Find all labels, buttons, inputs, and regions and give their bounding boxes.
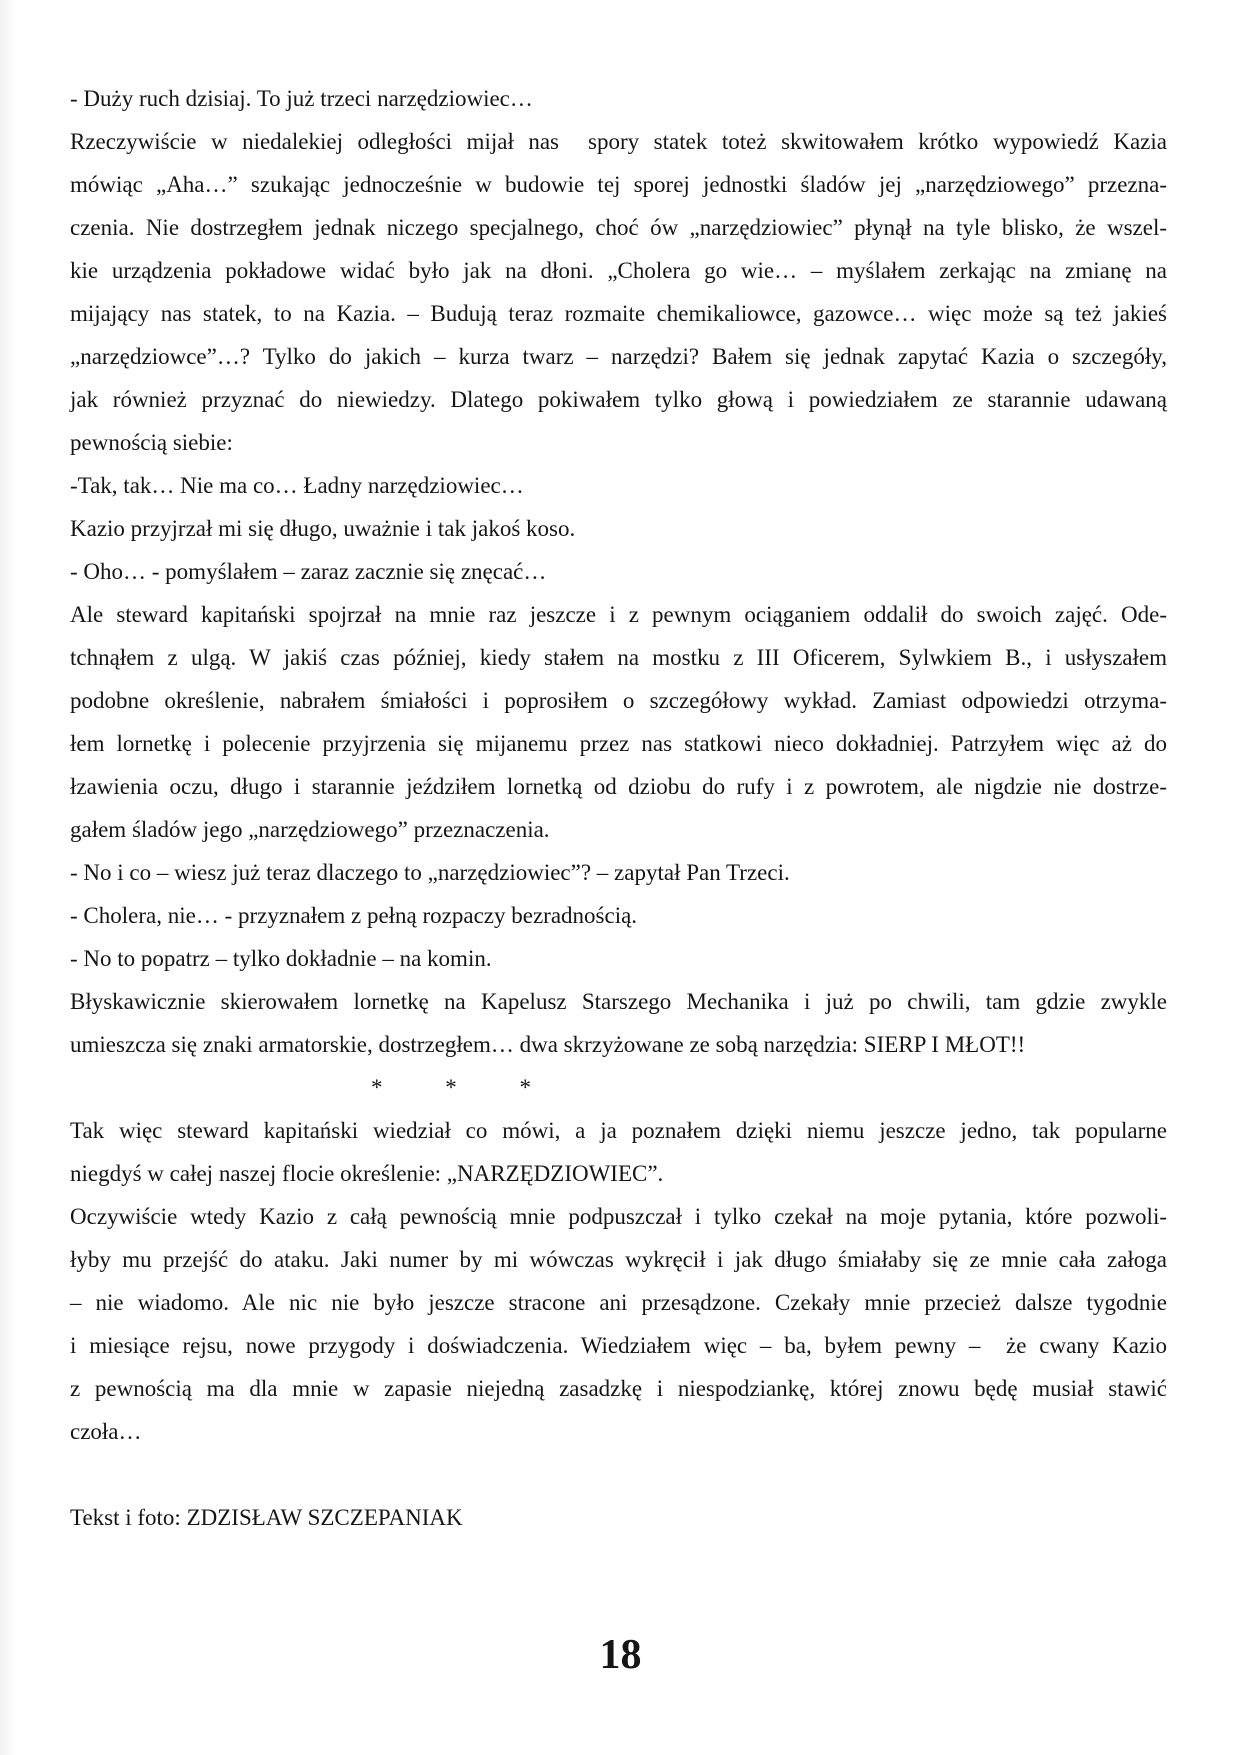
text-line: Ale steward kapitański spojrzał na mnie raz jeszcze i z pewnym ociąganiem oddalił do swoich zajęć. Ode- <box>70 602 1167 627</box>
text-line: Błyskawicznie skierowałem lornetkę na Kapelusz Starszego Mechanika i już po chwili, tam gdzie zwykle <box>70 989 1167 1014</box>
text-line: z pewnością ma dla mnie w zapasie niejedną zasadzkę i niespodziankę, której znowu będę musiał stawić <box>70 1376 1167 1401</box>
section-separator: * * * <box>371 1075 531 1100</box>
text-line: Rzeczywiście w niedalekiej odległości mijał nas spory statek toteż skwitowałem krótko wypowiedź Kazia <box>70 129 1167 154</box>
text-line: łyby mu przejść do ataku. Jaki numer by mi wówczas wykręcił i jak długo śmiałaby się ze mnie cała załoga <box>70 1247 1167 1272</box>
text-line: Kazio przyjrzał mi się długo, uważnie i tak jakoś koso. <box>70 516 576 541</box>
page-number: 18 <box>599 1632 642 1678</box>
text-line: - No i co – wiesz już teraz dlaczego to „narzędziowiec”? – zapytał Pan Trzeci. <box>70 860 790 885</box>
text-line: gałem śladów jego „narzędziowego” przeznaczenia. <box>70 817 550 842</box>
text-line: łem lornetkę i polecenie przyjrzenia się mijanemu przez nas statkowi nieco dokładniej. Patrzyłem więc aż do <box>70 731 1167 756</box>
text-line: Tak więc steward kapitański wiedział co mówi, a ja poznałem dzięki niemu jeszcze jedno, tak popularne <box>70 1118 1167 1143</box>
text-line: umieszcza się znaki armatorskie, dostrzegłem… dwa skrzyżowane ze sobą narzędzia: SIERP I MŁOT!! <box>70 1032 1026 1057</box>
text-line: Oczywiście wtedy Kazio z całą pewnością mnie podpuszczał i tylko czekał na moje pytania, które pozwoli- <box>70 1204 1167 1229</box>
text-line: mijający nas statek, to na Kazia. – Budują teraz rozmaite chemikaliowce, gazowce… więc może są też jakieś <box>70 301 1167 326</box>
text-line: – nie wiadomo. Ale nic nie było jeszcze stracone ani przesądzone. Czekały mnie przecież dalsze tygodnie <box>70 1290 1167 1315</box>
text-line: niegdyś w całej naszej flocie określenie: „NARZĘDZIOWIEC”. <box>70 1161 664 1186</box>
text-line <box>70 1453 1167 1496</box>
text-line: - Oho… - pomyślałem – zaraz zacznie się znęcać… <box>70 559 547 584</box>
text-line: czenia. Nie dostrzegłem jednak niczego specjalnego, choć ów „narzędziowiec” płynął na tyle blisko, że wszel- <box>70 215 1167 240</box>
page-body <box>70 77 1167 1539</box>
text-line: pewnością siebie: <box>70 430 233 455</box>
scan-edge-artifact <box>0 0 16 1755</box>
text-line: „narzędziowce”…? Tylko do jakich – kurza twarz – narzędzi? Bałem się jednak zapytać Kazia o szczegóły, <box>70 344 1167 369</box>
text-line: - No to popatrz – tylko dokładnie – na komin. <box>70 946 492 971</box>
text-line: tchnąłem z ulgą. W jakiś czas później, kiedy stałem na mostku z III Oficerem, Sylwkiem B., i usłyszałem <box>70 645 1167 670</box>
text-line: podobne określenie, nabrałem śmiałości i poprosiłem o szczegółowy wykład. Zamiast odpowiedzi otrzyma- <box>70 688 1167 713</box>
text-line: jak również przyznać do niewiedzy. Dlatego pokiwałem tylko głową i powiedziałem ze starannie udawaną <box>70 387 1167 412</box>
text-line: łzawienia oczu, długo i starannie jeździłem lornetką od dziobu do rufy i z powrotem, ale nigdzie nie dostrze- <box>70 774 1167 799</box>
credit-line: Tekst i foto: ZDZISŁAW SZCZEPANIAK <box>70 1505 463 1530</box>
text-line: czoła… <box>70 1419 142 1444</box>
text-line: - Cholera, nie… - przyznałem z pełną rozpaczy bezradnością. <box>70 903 638 928</box>
text-line: mówiąc „Aha…” szukając jednocześnie w budowie tej sporej jednostki śladów jej „narzędziowego” przezna- <box>70 172 1167 197</box>
text-line: i miesiące rejsu, nowe przygody i doświadczenia. Wiedziałem więc – ba, byłem pewny – że cwany Kazio <box>70 1333 1167 1358</box>
text-line: - Duży ruch dzisiaj. To już trzeci narzędziowiec… <box>70 86 533 111</box>
text-line: kie urządzenia pokładowe widać było jak na dłoni. „Cholera go wie… – myślałem zerkając na zmianę na <box>70 258 1167 283</box>
text-line: -Tak, tak… Nie ma co… Ładny narzędziowiec… <box>70 473 524 498</box>
